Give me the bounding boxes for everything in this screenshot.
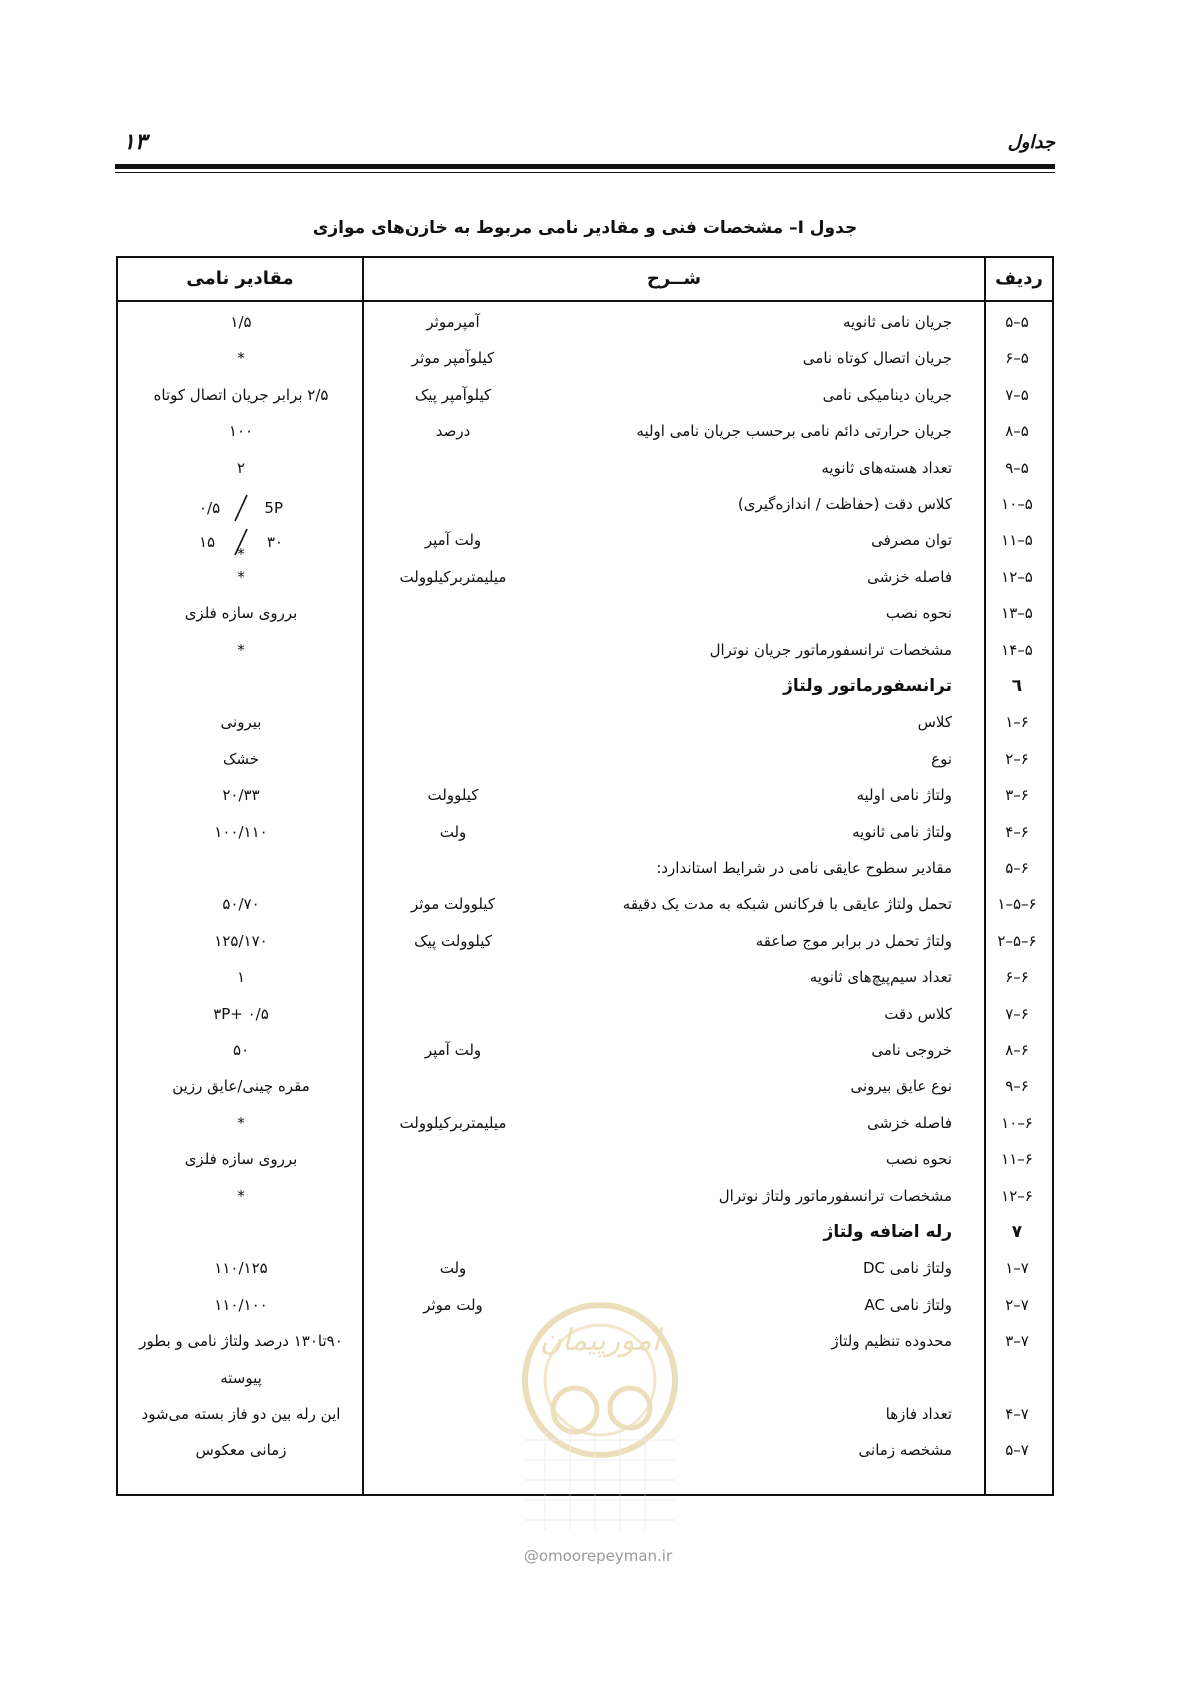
- description-cell: جریان حرارتی دائم نامی برحسب جریان نامی اولیه: [636, 422, 952, 441]
- value-cell: ۱/۵: [230, 313, 252, 331]
- table-row: [118, 959, 1052, 995]
- unit-cell: میلیمتربرکیلوولت: [399, 1113, 507, 1132]
- description-cell: نوع: [931, 749, 952, 768]
- value-cell: زمانی معکوس: [195, 1441, 287, 1460]
- row-id-cell: ۶–۱۰: [1001, 1113, 1033, 1132]
- table-row: [118, 704, 1052, 740]
- row-id-cell: ۶–۱: [1005, 713, 1029, 732]
- row-id-cell: ۶–۵–۲: [997, 931, 1037, 950]
- header-rule-thin: [115, 172, 1055, 173]
- row-id-cell: ۶–۱۱: [1001, 1150, 1033, 1169]
- row-id-cell: ۵–۱۲: [1001, 567, 1033, 586]
- description-cell: فاصله خزشی: [867, 1113, 952, 1132]
- table-row: [118, 814, 1052, 850]
- description-cell: مشخصات ترانسفورماتور ولتاژ نوترال: [718, 1186, 952, 1205]
- value-cell: *: [237, 349, 245, 368]
- table-row: [118, 1068, 1052, 1104]
- table-row: [118, 850, 1052, 886]
- row-id-cell: ۵–۵: [1005, 313, 1029, 331]
- unit-cell: میلیمتربرکیلوولت: [399, 567, 507, 586]
- accuracy-left: ۰/۵: [199, 499, 221, 517]
- table-row: [118, 886, 1052, 922]
- watermark-url: @omoorepeyman.ir: [523, 1547, 673, 1565]
- description-cell: توان مصرفی: [871, 531, 952, 550]
- row-id-cell: ۶–۵–۱: [997, 895, 1037, 914]
- value-cell: *: [237, 1113, 245, 1132]
- value-cell: این رله بین دو فاز بسته می‌شود: [141, 1405, 341, 1423]
- description-cell: تحمل ولتاژ عایقی با فرکانس شبکه به مدت یک دقیقه: [622, 895, 952, 914]
- unit-cell: کیلوولت موثر: [411, 895, 495, 914]
- description-cell: مشخصه زمانی: [858, 1441, 952, 1460]
- row-id-cell: ۶–۲: [1005, 749, 1029, 768]
- value-cell: ۱۱۰/۱۰۰: [214, 1295, 268, 1314]
- unit-cell: ولت موثر: [423, 1295, 483, 1314]
- burden-right: ۳۰: [266, 533, 283, 551]
- description-cell: کلاس: [917, 713, 952, 732]
- description-cell: ولتاژ نامی AC: [864, 1295, 952, 1314]
- row-id-cell: ۶–۶: [1005, 968, 1029, 987]
- unit-cell: آمپرموثر: [426, 313, 480, 331]
- row-id-cell: ۶–۳: [1005, 786, 1029, 805]
- accuracy-right: 5P: [264, 499, 283, 517]
- value-cell: *: [237, 640, 245, 659]
- header-values: مقادیر نامی: [186, 268, 294, 289]
- table-row: [118, 996, 1052, 1032]
- table-row: [118, 1250, 1052, 1286]
- table-row: [118, 450, 1052, 486]
- value-cell: برروی سازه فلزی: [184, 604, 298, 623]
- header-row-id: ردیف: [995, 268, 1043, 289]
- row-id-cell: ٦: [1011, 676, 1023, 696]
- value-cell: ۳P+ ۰/۵: [213, 1004, 269, 1023]
- value-cell: مقره چینی/عایق رزین: [172, 1077, 310, 1096]
- value-cell: ۱: [236, 968, 246, 987]
- description-cell: نوع عایق بیرونی: [850, 1077, 952, 1096]
- value-cell: ۱۱۰/۱۲۵: [214, 1259, 268, 1278]
- watermark-logo: [490, 1290, 710, 1550]
- watermark-text: امورپیمان: [539, 1323, 661, 1358]
- table-row: [118, 413, 1052, 449]
- fraction-accuracy: [118, 490, 1052, 526]
- row-id-cell: ۵–۱۱: [1001, 531, 1033, 550]
- description-cell: تعداد سیم‌پیچ‌های ثانویه: [809, 968, 952, 987]
- value-cell: ۱۰۰/۱۱۰: [214, 822, 268, 841]
- description-cell: مشخصات ترانسفورماتور جریان نوترال: [709, 640, 952, 659]
- value-cell: ۲۰/۳۳: [222, 786, 260, 805]
- unit-cell: ولت: [439, 822, 467, 841]
- unit-cell: ولت آمپر: [424, 531, 482, 550]
- description-cell: محدوده تنظیم ولتاژ: [831, 1332, 952, 1351]
- header-row-divider: [118, 300, 1052, 302]
- description-cell: جریان دینامیکی نامی: [822, 385, 952, 404]
- row-id-cell: ۵–۷: [1005, 385, 1029, 404]
- table-row: [118, 1105, 1052, 1141]
- table-row: [118, 741, 1052, 777]
- table-row: [118, 304, 1052, 340]
- row-id-cell: ۵–۱۰: [1001, 495, 1033, 513]
- description-cell: ولتاژ نامی DC: [862, 1259, 952, 1278]
- description-cell: کلاس دقت: [884, 1004, 952, 1023]
- row-id-cell: ۷–۳: [1005, 1332, 1029, 1351]
- value-cell: *: [237, 567, 245, 586]
- value-cell: ۱۲۵/۱۷۰: [214, 931, 268, 950]
- description-cell: نحوه نصب: [885, 1150, 952, 1169]
- value-cell: بیرونی: [220, 713, 262, 732]
- unit-cell: کیلوآمپر موثر: [411, 349, 495, 368]
- description-cell: جریان نامی ثانویه: [842, 313, 952, 331]
- page-number: ۱۳: [123, 130, 147, 155]
- table-row: [118, 1141, 1052, 1177]
- fraction-burden: [118, 524, 1052, 560]
- description-cell: ولتاژ نامی اولیه: [856, 786, 952, 805]
- row-id-cell: ۶–۵: [1005, 859, 1029, 877]
- value-cell: پیوسته: [220, 1368, 262, 1387]
- description-cell: ولتاژ نامی ثانویه: [852, 822, 952, 841]
- row-id-cell: ۵–۸: [1005, 422, 1029, 441]
- page-header: [115, 128, 1055, 168]
- value-cell: ۵۰/۷۰: [222, 895, 260, 914]
- row-id-cell: ۶–۹: [1005, 1077, 1029, 1096]
- running-title: جداول: [1007, 132, 1055, 153]
- value-cell: ۵۰: [232, 1041, 250, 1059]
- row-id-cell: ۶–۱۲: [1001, 1186, 1033, 1205]
- table-row: [118, 340, 1052, 376]
- description-cell: کلاس دقت (حفاظت / اندازه‌گیری): [737, 495, 952, 513]
- unit-cell: ولت آمپر: [424, 1041, 482, 1059]
- header-description: شــرح: [646, 268, 702, 289]
- table-row: [118, 377, 1052, 413]
- table-row: [118, 1032, 1052, 1068]
- row-id-cell: ۷–۲: [1005, 1295, 1029, 1314]
- row-id-cell: ۶–۴: [1005, 822, 1029, 841]
- value-cell: خشک: [222, 749, 260, 768]
- value-cell: ۲: [236, 458, 246, 477]
- value-cell: برروی سازه فلزی: [184, 1150, 298, 1169]
- description-cell: مقادیر سطوح عایقی نامی در شرایط استاندارد:: [656, 859, 952, 877]
- burden-left: ۱۵: [199, 533, 216, 551]
- description-cell: نحوه نصب: [885, 604, 952, 623]
- unit-cell: درصد: [435, 422, 471, 441]
- row-id-cell: ۵–۶: [1005, 349, 1029, 368]
- header-rule-thick: [115, 164, 1055, 169]
- unit-cell: ولت: [439, 1259, 467, 1278]
- unit-cell: کیلوآمپر پیک: [414, 385, 492, 404]
- row-id-cell: ۷–۴: [1005, 1405, 1029, 1423]
- row-id-cell: ۶–۸: [1005, 1041, 1029, 1059]
- value-cell: ۹۰تا۱۳۰ درصد ولتاژ نامی و بطور: [139, 1332, 343, 1351]
- row-id-cell: ۷–۱: [1005, 1259, 1029, 1278]
- row-id-cell: ۵–۱۴: [1001, 640, 1033, 659]
- value-cell: ۱۰۰: [228, 422, 254, 441]
- description-cell: رله اضافه ولتاژ: [823, 1222, 952, 1242]
- slash-icon: [231, 493, 251, 523]
- table-row: [118, 1178, 1052, 1214]
- description-cell: ترانسفورماتور ولتاژ: [783, 676, 952, 696]
- row-id-cell: ۵–۹: [1005, 458, 1029, 477]
- table-row: [118, 777, 1052, 813]
- row-id-cell: ۷–۵: [1005, 1441, 1029, 1460]
- row-id-cell: ۵–۱۳: [1001, 604, 1033, 623]
- table-caption: جدول I– مشخصات فنی و مقادیر نامی مربوط به خازن‌های موازی: [312, 218, 858, 238]
- burden-note-value: *: [237, 545, 245, 564]
- table-row: [118, 923, 1052, 959]
- section-row: [118, 668, 1052, 704]
- unit-cell: کیلوولت: [427, 786, 479, 805]
- value-cell: ۲/۵ برابر جریان اتصال کوتاه: [153, 385, 329, 404]
- table-row: [118, 632, 1052, 668]
- value-cell: *: [237, 1186, 245, 1205]
- description-cell: تعداد هسته‌های ثانویه: [821, 458, 952, 477]
- table-row: [118, 595, 1052, 631]
- description-cell: جریان اتصال کوتاه نامی: [802, 349, 952, 368]
- section-row: [118, 1214, 1052, 1250]
- slash-icon: [231, 527, 251, 557]
- unit-cell: کیلوولت پیک: [414, 931, 492, 950]
- description-cell: تعداد فازها: [885, 1405, 952, 1423]
- row-id-cell: ۷: [1011, 1222, 1023, 1242]
- description-cell: خروجی نامی: [871, 1041, 952, 1059]
- description-cell: ولتاژ تحمل در برابر موج صاعقه: [755, 931, 952, 950]
- description-cell: فاصله خزشی: [867, 567, 952, 586]
- row-id-cell: ۶–۷: [1005, 1004, 1029, 1023]
